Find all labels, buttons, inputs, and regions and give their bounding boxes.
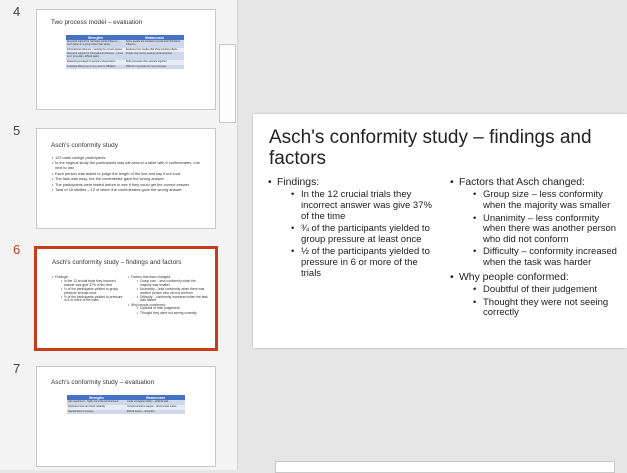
list-item: • Difficulty – conformity increased when the task was harder — [137, 296, 208, 304]
thumb-table — [67, 395, 185, 414]
thumbnail-scrollbar-thumb[interactable] — [219, 44, 236, 123]
table-cell: Standardised procedure — [67, 410, 126, 415]
factor-item: • Unanimity – less conformity when there was another person who did not conform — [473, 214, 622, 246]
table-cell: Lab experiment – highly controlled environment — [67, 400, 126, 405]
thumb-heading: Why people conformed: — [131, 302, 166, 307]
why-conformed-heading: Why people conformed: — [459, 271, 569, 283]
reason-item: • Thought they were not seeing correctly — [473, 298, 622, 319]
list-item: • In the original study the participants was sat around a table with 6 confederates, one next to last — [52, 161, 202, 170]
thumb-title: Two process model – evaluation — [51, 19, 143, 26]
slide-thumbnail-5[interactable] — [36, 128, 216, 229]
table-header: Weaknesses — [126, 395, 185, 400]
table-header: Weaknesses — [125, 35, 184, 40]
factors-column[interactable] — [450, 177, 622, 322]
thumb-title: Asch's conformity study – findings and factors — [52, 259, 182, 266]
finding-item: • ½ of the participants yielded to pressure in 6 or more of the trials — [291, 247, 436, 279]
table-cell: Individual differences in the need for affiliation — [66, 65, 125, 70]
findings-column[interactable] — [268, 177, 436, 282]
thumb-heading: Factors that Asch changed: — [131, 275, 171, 279]
factors-heading: Factors that Asch changed: — [459, 177, 585, 188]
list-item: • Each person was asked to judge the length of the line and say it out loud — [52, 172, 202, 177]
slide-title[interactable]: Asch's conformity study – findings and factors — [269, 127, 592, 169]
list-item: • Doubtful of their judgement — [137, 307, 208, 311]
findings-heading: Findings: — [277, 177, 320, 188]
table-cell: Ethical issues – deception — [126, 410, 185, 415]
list-item: • ½ of the participants yielded to pressure in 6 or more of the trials — [61, 296, 124, 304]
table-cell: Research support for normative social influence – Asch (when in a group rather than alone) — [66, 40, 125, 48]
table-cell: Reasoning is based on people's interpretation — [66, 60, 125, 65]
thumb-left-column — [52, 276, 124, 304]
list-item: • The participants were tested before to see if they could get the correct answer — [52, 183, 202, 188]
table-cell: Research support for informational influence – Lucas et al. (uncertain, difficult tasks) — [66, 52, 125, 60]
thumb-table — [66, 35, 184, 69]
table-header: Strengths — [67, 395, 126, 400]
thumb-title: Asch's conformity study – evaluation — [51, 379, 155, 386]
list-item: • ¾ of the participants yielded to group pressure at least once — [61, 288, 124, 296]
list-item: • The task was easy, but the confederate gave the wrong answer — [52, 177, 202, 182]
slide-number-7: 7 — [13, 361, 21, 376]
thumb-right-column — [128, 276, 208, 316]
factor-item: • Group size – less conformity when the majority was smaller — [473, 190, 622, 211]
slide-thumbnail-pane[interactable] — [0, 0, 238, 470]
list-item: • Unanimity – less conformity when there was another person who did not conform — [137, 288, 208, 296]
slide-thumbnail-6[interactable] — [34, 246, 218, 351]
table-cell: Difficult to separate the two processes — [125, 65, 184, 70]
list-item: • 123 male college participants — [52, 156, 202, 161]
table-cell: Lacks ecological validity – artificial task — [126, 400, 185, 405]
slide-number-5: 5 — [13, 123, 21, 138]
thumb-bullet-list — [52, 156, 202, 194]
main-slide-canvas[interactable] — [253, 114, 627, 348]
slide-number-6: 6 — [13, 242, 21, 257]
notes-pane[interactable] — [275, 461, 615, 473]
slide-thumbnail-4[interactable] — [36, 9, 216, 110]
finding-item: • ¾ of the participants yielded to group pressure at least once — [291, 224, 436, 245]
thumb-title: Asch's conformity study — [51, 142, 118, 149]
list-item: • Group size – less conformity when the majority was smaller — [137, 280, 208, 288]
slide-thumbnail-7[interactable] — [36, 366, 216, 467]
list-item: • In the 12 crucial trials they incorrect answer was give 37% of the time — [61, 280, 124, 288]
table-cell: Some people are resistant to social and informative influence — [125, 40, 184, 48]
finding-item: • In the 12 crucial trials they incorrect answer was give 37% of the time — [291, 190, 436, 222]
slide-number-4: 4 — [13, 4, 21, 19]
table-cell: Replicated and can check reliability — [67, 405, 126, 410]
list-item: • Total of 18 studies – 12 of which the confederates gave the wrong answer — [52, 188, 202, 193]
list-item: • Thought they were not seeing correctly — [137, 312, 208, 316]
table-header: Strengths — [66, 35, 125, 40]
table-cell: Both processes often operate together — [125, 60, 184, 65]
reason-item: • Doubtful of their judgement — [473, 285, 622, 296]
factor-item: • Difficulty – conformity increased when the task was harder — [473, 247, 622, 268]
table-cell: Unrepresentative sample – all American males — [126, 405, 185, 410]
table-cell: People may not be seeking social approval — [125, 52, 184, 60]
table-cell: Evidence from studies that show contrary effects — [125, 48, 184, 53]
table-cell: Informational influence – seeking the correct answer — [66, 48, 125, 53]
thumb-heading: Findings: — [55, 275, 69, 279]
